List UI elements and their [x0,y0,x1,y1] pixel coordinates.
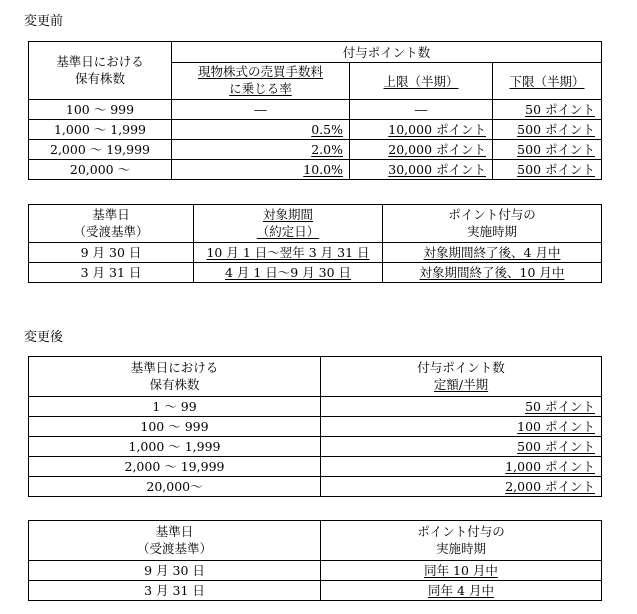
header-upper-limit: 上限（半期） [350,63,493,100]
base-date-cell: 9 月 30 日 [29,243,194,263]
holding-cell: 20,000 〜 [29,160,172,180]
upper-cell: 10,000 ポイント [350,120,493,140]
holding-cell: 1,000 〜 1,999 [29,437,321,457]
upper-cell: 20,000 ポイント [350,140,493,160]
table-row [29,120,602,140]
points-cell: 500 ポイント [321,437,602,457]
header-granted-points: 付与ポイント数 定額/半期 [321,357,602,397]
header-holding-shares: 基準日における 保有株数 [29,357,321,397]
header-granted-points: 付与ポイント数 [172,42,602,63]
section-title-before: 変更前 [24,14,64,29]
timing-cell: 対象期間終了後、10 月中 [383,263,602,283]
after-points-table [28,356,602,497]
timing-cell: 同年 4 月中 [321,581,602,601]
period-cell: 10 月 1 日〜翌年 3 月 31 日 [194,243,383,263]
table-row [29,477,602,497]
header-lower-limit: 下限（半期） [493,63,602,100]
points-cell: 2,000 ポイント [321,477,602,497]
table-row [29,457,602,477]
points-cell: 100 ポイント [321,417,602,437]
table-row [29,160,602,180]
rate-cell: 0.5% [172,120,350,140]
holding-cell: 1,000 〜 1,999 [29,120,172,140]
rate-cell: 10.0% [172,160,350,180]
timing-cell: 同年 10 月中 [321,561,602,581]
after-schedule-table [28,520,602,601]
table-row [29,581,602,601]
points-cell: 50 ポイント [321,397,602,417]
header-target-period: 対象期間 （約定日） [194,205,383,243]
base-date-cell: 9 月 30 日 [29,561,321,581]
table-row [29,100,602,120]
rate-cell: 2.0% [172,140,350,160]
table-row [29,397,602,417]
table-row [29,243,602,263]
table-row [29,437,602,457]
header-grant-timing: ポイント付与の 実施時期 [321,521,602,561]
lower-cell: 500 ポイント [493,140,602,160]
before-schedule-table [28,204,602,283]
table-row [29,263,602,283]
header-base-date: 基準日 （受渡基準） [29,521,321,561]
lower-cell: 500 ポイント [493,160,602,180]
holding-cell: 2,000 〜 19,999 [29,140,172,160]
period-cell: 4 月 1 日〜9 月 30 日 [194,263,383,283]
table-row [29,561,602,581]
upper-cell: ― [350,100,493,120]
rate-cell: ― [172,100,350,120]
header-holding-shares: 基準日における 保有株数 [29,42,172,100]
header-base-date: 基準日 （受渡基準） [29,205,194,243]
timing-cell: 対象期間終了後、4 月中 [383,243,602,263]
holding-cell: 100 〜 999 [29,100,172,120]
section-title-after: 変更後 [24,330,64,345]
lower-cell: 500 ポイント [493,120,602,140]
base-date-cell: 3 月 31 日 [29,263,194,283]
base-date-cell: 3 月 31 日 [29,581,321,601]
holding-cell: 2,000 〜 19,999 [29,457,321,477]
points-cell: 1,000 ポイント [321,457,602,477]
upper-cell: 30,000 ポイント [350,160,493,180]
header-commission-rate: 現物株式の売買手数料 に乗じる率 [172,63,350,100]
before-points-table [28,41,602,180]
lower-cell: 50 ポイント [493,100,602,120]
header-grant-timing: ポイント付与の 実施時期 [383,205,602,243]
table-row [29,140,602,160]
table-row [29,417,602,437]
holding-cell: 100 〜 999 [29,417,321,437]
holding-cell: 1 〜 99 [29,397,321,417]
holding-cell: 20,000〜 [29,477,321,497]
